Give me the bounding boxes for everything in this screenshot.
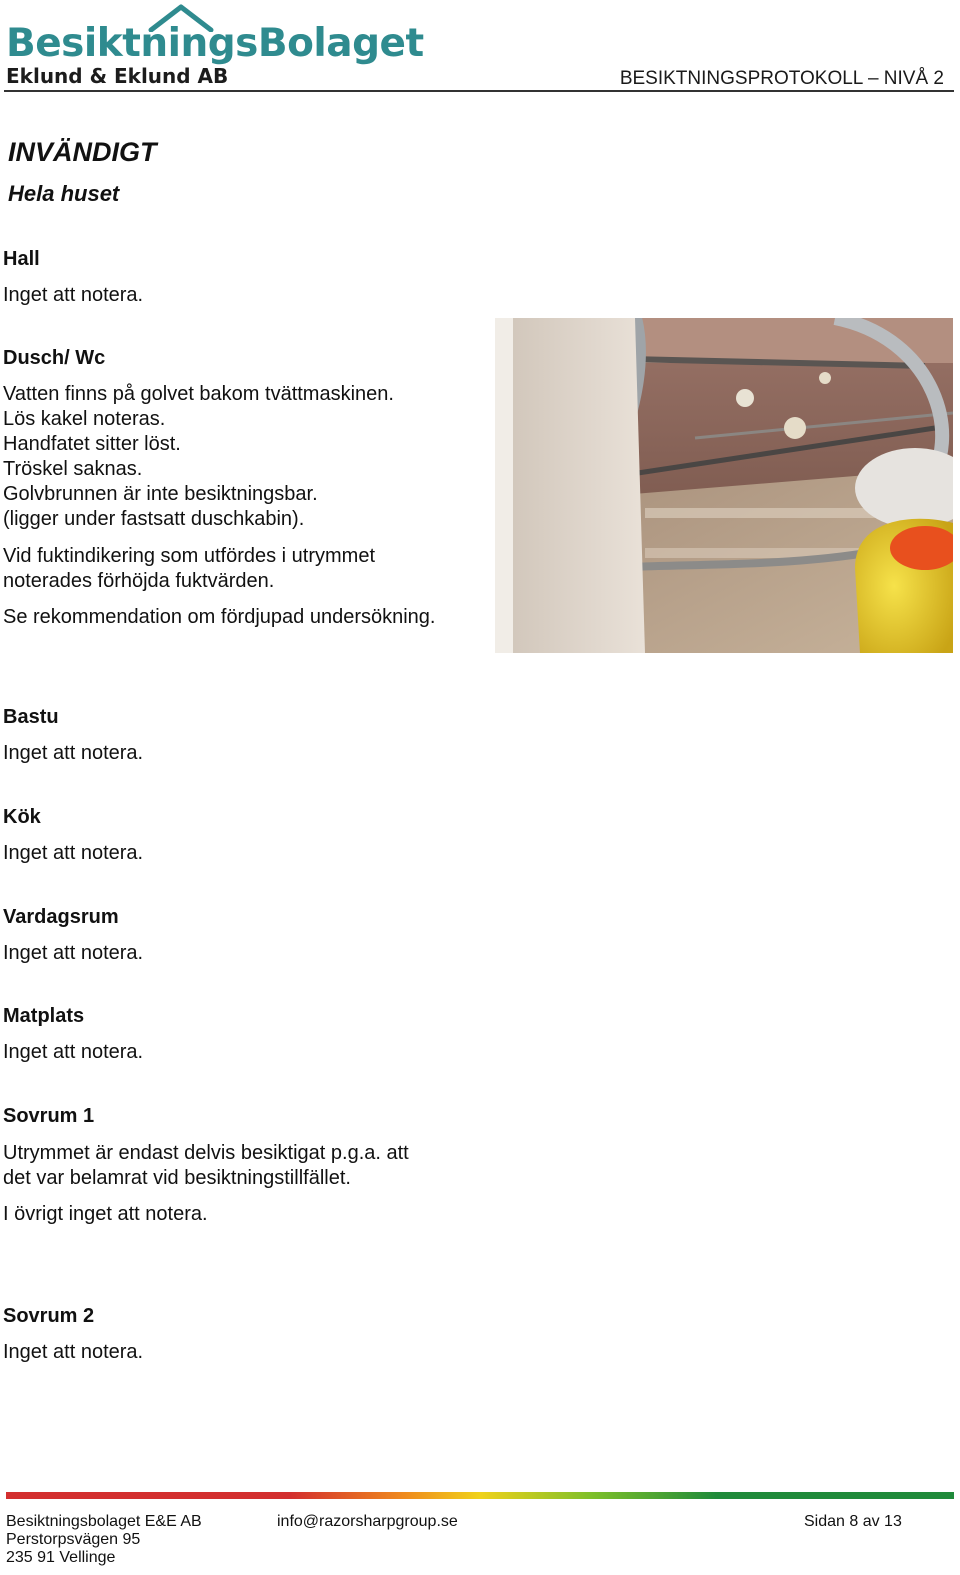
- room-title-sovrum-2: Sovrum 2: [3, 1305, 95, 1327]
- footer-company: Besiktningsbolaget E&E AB: [6, 1513, 202, 1530]
- document-title: BESIKTNINGSPROTOKOLL – NIVÅ 2: [619, 68, 944, 89]
- room-text-line: Tröskel saknas.: [3, 458, 143, 480]
- logo-subtitle: Eklund & Eklund AB: [6, 64, 229, 88]
- room-text-matplats: Inget att notera.: [3, 1041, 144, 1063]
- room-title-dusch-wc: Dusch/ Wc: [3, 347, 106, 369]
- room-text-line: noterades förhöjda fuktvärden.: [3, 570, 275, 592]
- room-text-kok: Inget att notera.: [3, 842, 144, 864]
- room-text-bastu: Inget att notera.: [3, 742, 144, 764]
- footer-email[interactable]: info@razorsharpgroup.se: [277, 1513, 458, 1530]
- room-title-vardagsrum: Vardagsrum: [3, 906, 119, 928]
- room-text-line: Utrymmet är endast delvis besiktigat p.g.a. att: [3, 1142, 409, 1164]
- room-text-vardagsrum: Inget att notera.: [3, 942, 144, 964]
- footer-city: 235 91 Vellinge: [6, 1549, 116, 1566]
- footer-page-number: Sidan 8 av 13: [804, 1513, 902, 1530]
- room-text-line: Vid fuktindikering som utfördes i utrymmet: [3, 545, 376, 567]
- room-text-line: I övrigt inget att notera.: [3, 1203, 208, 1225]
- room-title-matplats: Matplats: [3, 1005, 85, 1027]
- room-title-hall: Hall: [3, 248, 40, 270]
- room-text-line: det var belamrat vid besiktningstillfället.: [3, 1167, 351, 1189]
- inspection-photo: [495, 318, 953, 653]
- section-title: INVÄNDIGT: [8, 137, 157, 167]
- room-title-kok: Kök: [3, 806, 41, 828]
- footer-color-bar: [6, 1492, 954, 1499]
- section-subtitle: Hela huset: [8, 181, 120, 206]
- room-text-line: Golvbrunnen är inte besiktningsbar.: [3, 483, 318, 505]
- header-divider: [4, 90, 954, 92]
- room-text-line: (ligger under fastsatt duschkabin).: [3, 508, 305, 530]
- room-text-hall: Inget att notera.: [3, 284, 144, 306]
- room-text-recommendation: Se rekommendation om fördjupad undersökning.: [3, 606, 436, 628]
- footer-street: Perstorpsvägen 95: [6, 1531, 141, 1548]
- logo-name: BesiktningsBolaget: [6, 21, 424, 66]
- room-text-line: Lös kakel noteras.: [3, 408, 166, 430]
- room-text-line: Vatten finns på golvet bakom tvättmaskinen.: [3, 383, 394, 405]
- room-text-sovrum-2: Inget att notera.: [3, 1341, 144, 1363]
- room-title-sovrum-1: Sovrum 1: [3, 1105, 95, 1127]
- room-text-line: Handfatet sitter löst.: [3, 433, 181, 455]
- room-title-bastu: Bastu: [3, 706, 59, 728]
